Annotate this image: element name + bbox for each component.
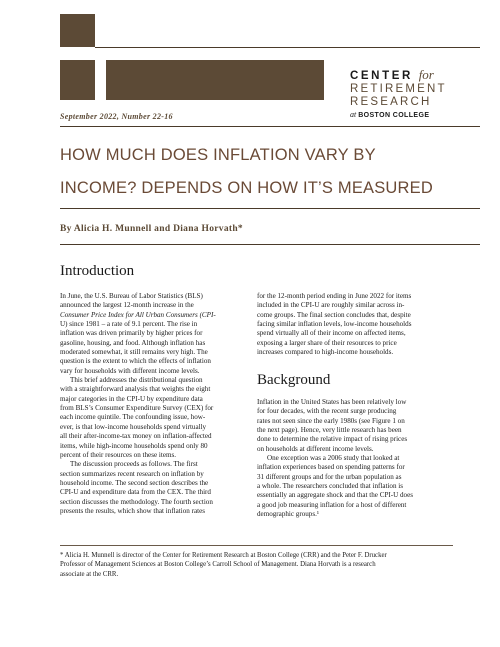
footnote-rule (60, 545, 453, 546)
text-line: all their after-income-tax money on inflation-affected (60, 432, 212, 441)
text-line: inflation was driven primarily by higher prices for (60, 329, 203, 338)
text-line: presents the results, which show that inflation rates (60, 506, 205, 515)
text-line: facing similar inflation levels, low-income households (257, 320, 412, 329)
text-line: 31 different groups and for the urban population as (257, 472, 402, 481)
text-line: household income. The second section describes the (60, 478, 209, 487)
paper-title-line-1: HOW MUCH DOES INFLATION VARY BY (60, 146, 376, 164)
text-line: the next page). Hence, very little research has been (257, 426, 402, 435)
text-line: come groups. The final section concludes that, despite (257, 310, 411, 319)
text-line: Consumer Price Index for All Urban Consumers (CPI- (60, 310, 216, 319)
text-line: This brief addresses the distributional question (70, 376, 203, 385)
text-line: question is the extent to which the effects of inflation (60, 357, 211, 366)
text-line: section discusses the methodology. The fourth section (60, 497, 213, 506)
footnote-line: associate at the CRR. (60, 570, 119, 578)
logo-line-center: CENTER for (350, 67, 434, 82)
text-line: increases compared to high-income households. (257, 348, 394, 357)
paper-title-line-2: INCOME? DEPENDS ON HOW IT’S MEASURED (60, 179, 433, 197)
footnote-line: * Alicia H. Munnell is director of the Center for Retirement Research at Boston College (CRR) and the Peter F. Drucker (60, 552, 387, 559)
text-line: CPI-U and expenditure data from the CEX. The third (60, 488, 211, 497)
text-line: section summarizes recent research on inflation by (60, 469, 204, 478)
text-line: ever, is that low-income households spend virtually (60, 422, 207, 431)
text-line: a good job measuring inflation for a host of different (257, 500, 407, 509)
text-line: One exception was a 2006 study that looked at (267, 454, 400, 463)
logo-line-research: RESEARCH (350, 96, 432, 108)
text-line: exposing a larger share of their resources to price (257, 338, 397, 347)
text-line: for the 12-month period ending in June 2022 for items (257, 292, 412, 300)
text-line: gasoline, housing, and food. Although inflation has (60, 338, 206, 347)
text-line: on households at different income levels. (257, 444, 374, 453)
text-line: inflation experiences based on spending patterns for (257, 463, 405, 472)
text-line: items, while high-income households spend only 80 (60, 441, 208, 450)
text-line: percent of their resources on these items. (60, 450, 177, 459)
introduction-text (60, 292, 247, 516)
background-heading: Background (257, 372, 331, 388)
byline-rule (60, 244, 480, 245)
header-decor-block (106, 60, 324, 100)
text-line: demographic groups.¹ (257, 510, 320, 519)
text-line: spend virtually all of their income on affected items, (257, 329, 406, 338)
text-line: for four decades, with the recent surge producing (257, 407, 397, 416)
header-decor-block (60, 14, 95, 47)
background-text (257, 398, 453, 519)
text-line: major categories in the CPI-U by expenditure data (60, 394, 203, 403)
logo-line-retirement: RETIREMENT (350, 83, 447, 95)
text-line: essentially an aggregate shock and that the CPI-U does (257, 491, 414, 500)
text-line: each income quintile. The confounding issue, how- (60, 413, 206, 422)
text-line: done to determine the relative impact of rising prices (257, 435, 408, 444)
text-line: from BLS’s Consumer Expenditure Survey (CEX) for (60, 404, 214, 413)
text-line: moderated somewhat, it still remains very high. The (60, 348, 208, 357)
text-line: In June, the U.S. Bureau of Labor Statistics (BLS) (60, 292, 203, 300)
author-byline: By Alicia H. Munnell and Diana Horvath* (60, 224, 243, 234)
text-line: announced the largest 12-month increase in the (60, 301, 194, 310)
author-footnote (60, 551, 440, 579)
text-line: rates not seen since the early 1980s (see Figure 1 on (257, 416, 405, 425)
crr-logo (350, 67, 480, 119)
header-decor-block (60, 60, 95, 100)
title-rule-bottom (60, 208, 480, 209)
introduction-heading: Introduction (60, 263, 135, 279)
title-rule-top (60, 126, 480, 127)
text-line: a whole. The researchers concluded that inflation is (257, 482, 404, 491)
text-line: The discussion proceeds as follows. The first (70, 460, 198, 469)
text-line: included in the CPI-U are roughly similar across in- (257, 301, 405, 310)
footnote-line: Professor of Management Sciences at Boston College’s Carroll School of Management. Diana Horvath is a research (60, 561, 376, 569)
issue-number: September 2022, Number 22-16 (60, 112, 173, 121)
text-line: with a straightforward analysis that weights the eight (60, 385, 211, 394)
logo-line-college: at BOSTON COLLEGE (350, 110, 430, 119)
text-line: Inflation in the United States has been relatively low (257, 398, 407, 406)
text-line: vary for households with different income levels. (60, 366, 200, 375)
header-rule (95, 47, 480, 48)
introduction-text-continued (257, 292, 453, 357)
text-line: U) since 1981 – a rate of 9.1 percent. The rise in (60, 320, 198, 329)
